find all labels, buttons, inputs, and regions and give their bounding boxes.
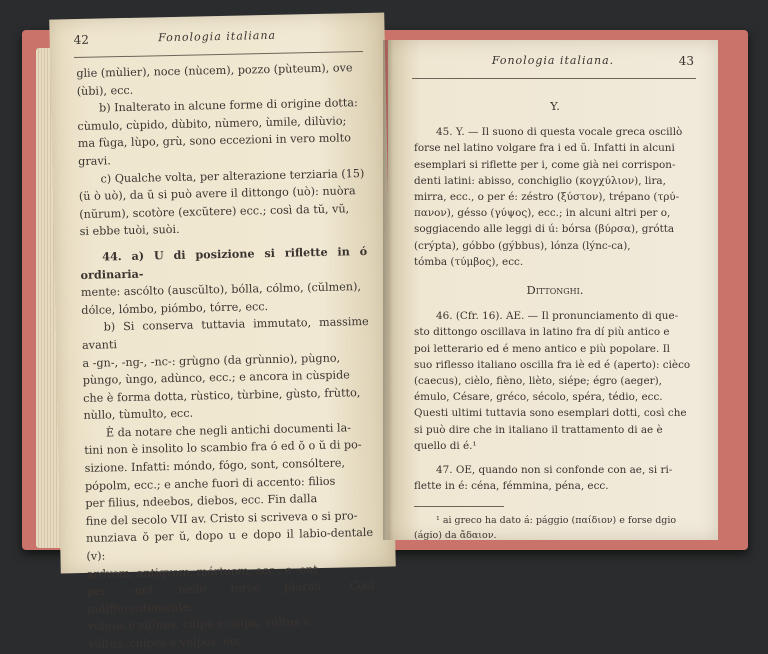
text-line: forse nel latino volgare fra i ed ŭ. Infatti in alcuni xyxy=(414,142,675,155)
text-line: (ùbi), ecc. xyxy=(76,83,134,98)
text-line: (ü ò uò), da ŭ si può avere il dittongo (uò): nuòra xyxy=(78,184,356,204)
footnote-line: (ágio) da ἄδαιον. xyxy=(414,530,497,542)
text-line: nùllo, tùmulto, ecc. xyxy=(83,406,194,423)
left-running-head: Fonologia italiana xyxy=(158,28,277,45)
text-line: sizione. Infatti: móndo, fógo, sont, consóltere, xyxy=(84,456,346,475)
text-line: 46. (Cfr. 16). AE. — Il pronunciamento di que- xyxy=(436,310,679,323)
text-line: dólce, lómbo, piómbo, tórre, ecc. xyxy=(81,299,269,317)
text-line: b) Si conserva tuttavia immutato, massime avanti xyxy=(81,315,369,352)
text-line: È da notare che negli antichi documenti la- xyxy=(105,421,352,440)
right-page xyxy=(388,40,718,540)
text-line: 44. a) U di posizione si riflette in ó ordinaria- xyxy=(80,243,368,282)
text-line: pùngo, ùngo, adùnco, ecc.; e ancora in cùspide xyxy=(82,368,350,388)
text-line: (nŭrum), scotòre (excŭtere) ecc.; così da tŭ, vŭ, xyxy=(79,202,350,221)
text-line: émulo, Césare, gréco, sécolo, spéra, tédio, ecc. xyxy=(414,391,663,404)
text-line: poi letterario ed é meno antico e più popolare. Il xyxy=(414,342,670,355)
section-heading: Y. xyxy=(550,99,560,113)
left-page-number: 42 xyxy=(73,32,90,48)
footnote-line: ¹ ai greco ha dato á: pággio (παίδιον) e forse dgio xyxy=(436,515,677,527)
right-page-number: 43 xyxy=(678,54,694,68)
left-page xyxy=(49,13,396,651)
text-line: pópolm, ecc.; e anche fuori di accento: filios xyxy=(84,474,336,493)
left-page-body xyxy=(76,59,375,651)
right-running-head: Fonologia italiana. xyxy=(491,54,615,67)
text-line: che è forma dotta, rùstico, tùrbine, gùsto, frùtto, xyxy=(83,385,361,405)
text-line: ma fùga, lùpo, grù, sono eccezioni in vero molto xyxy=(77,131,352,151)
text-line: si ebbe tuòi, suòi. xyxy=(79,223,180,239)
text-line: tini non è insolito lo scambio fra ó ed ŏ o ŭ di po- xyxy=(84,438,362,458)
text-line: per filius, ndeebos, diebos, ecc. Fin dalla xyxy=(85,492,318,511)
text-line: πανον), gésso (γύψος), ecc.; in alcuni altri per o, xyxy=(414,207,671,220)
text-line: a -gn-, -ng-, -nc-: grùgno (da grùnnio), pùgno, xyxy=(82,351,341,370)
text-line: tómba (τύμβος), ecc. xyxy=(414,255,524,268)
text-line: cùmulo, cùpido, dùbito, nùmero, ùmile, dilùvio; xyxy=(77,114,347,133)
text-line: gravi. xyxy=(78,154,111,168)
right-header-rule xyxy=(412,78,696,79)
text-line: denti latini: abisso, conchiglio (κογχύλιον), lira, xyxy=(414,174,666,187)
text-line: sto dittongo oscillava in latino fra dí più antico e xyxy=(414,326,670,339)
text-line: soggiacendo alle leggi di ú: bórsa (βύρσα), grótta xyxy=(414,223,675,236)
subheading: Dittonghi. xyxy=(526,283,584,298)
text-line: si può dire che in italiano il trattamento di ae è xyxy=(414,423,663,436)
right-page-body xyxy=(414,86,696,542)
text-line: b) Inalterato in alcune forme di origine dotta: xyxy=(98,96,358,115)
text-line: c) Qualche volta, per alterazione terziaria (15) xyxy=(100,166,365,186)
text-line: nunziava ŏ per ŭ, dopo u e dopo il labio-dentale (v): xyxy=(85,526,374,563)
text-line: 45. Y. — Il suono di questa vocale greca oscillò xyxy=(436,126,683,139)
text-line: esemplari si riflette per i, come già nei corrispon- xyxy=(414,158,676,171)
text-line: glie (mùlier), noce (nùcem), pozzo (pùteum), ove xyxy=(76,61,353,81)
right-page-header xyxy=(412,54,694,74)
text-line: ardvom, antiqvom, mórtuom, ecc., e -ont xyxy=(86,562,318,581)
text-line: mente: ascólto (auscŭlto), bólla, cólmo, (cŭlmen), xyxy=(80,280,362,300)
text-line: quello di é.¹ xyxy=(414,439,477,452)
text-line: per -unt nelle terze plurali. Così indifferentemente: xyxy=(87,579,375,616)
text-line: (caecus), cièlo, fièno, lièto, siépe; égro (aeger), xyxy=(414,375,662,388)
text-line: flette in é: céna, fémmina, péna, ecc. xyxy=(414,480,609,493)
text-line: vóltus, cùlpes e vólpes, ecc. xyxy=(88,634,246,651)
text-line: vólnus e vùlnus, cùlpa e cólpa, vúltus e xyxy=(87,615,310,634)
text-line: 47. OE, quando non si confonde con ae, si ri- xyxy=(436,464,673,477)
footnote-rule xyxy=(414,506,504,507)
text-line: (crýpta), góbbo (gýbbus), lónza (lýnc-ca), xyxy=(414,239,631,252)
book-gutter xyxy=(383,40,393,540)
text-line: Questi ultimi tuttavia sono esemplari dotti, così che xyxy=(414,407,687,420)
left-page-header xyxy=(74,27,361,53)
text-line: suo riflesso italiano oscilla fra iè ed é (aperto): cièco xyxy=(414,358,691,371)
text-line: mirra, ecc., o per é: zéstro (ξύστον), trépano (τρύ- xyxy=(414,191,680,204)
text-line: fine del secolo VII av. Cristo si scriveva o si pro- xyxy=(85,509,358,528)
